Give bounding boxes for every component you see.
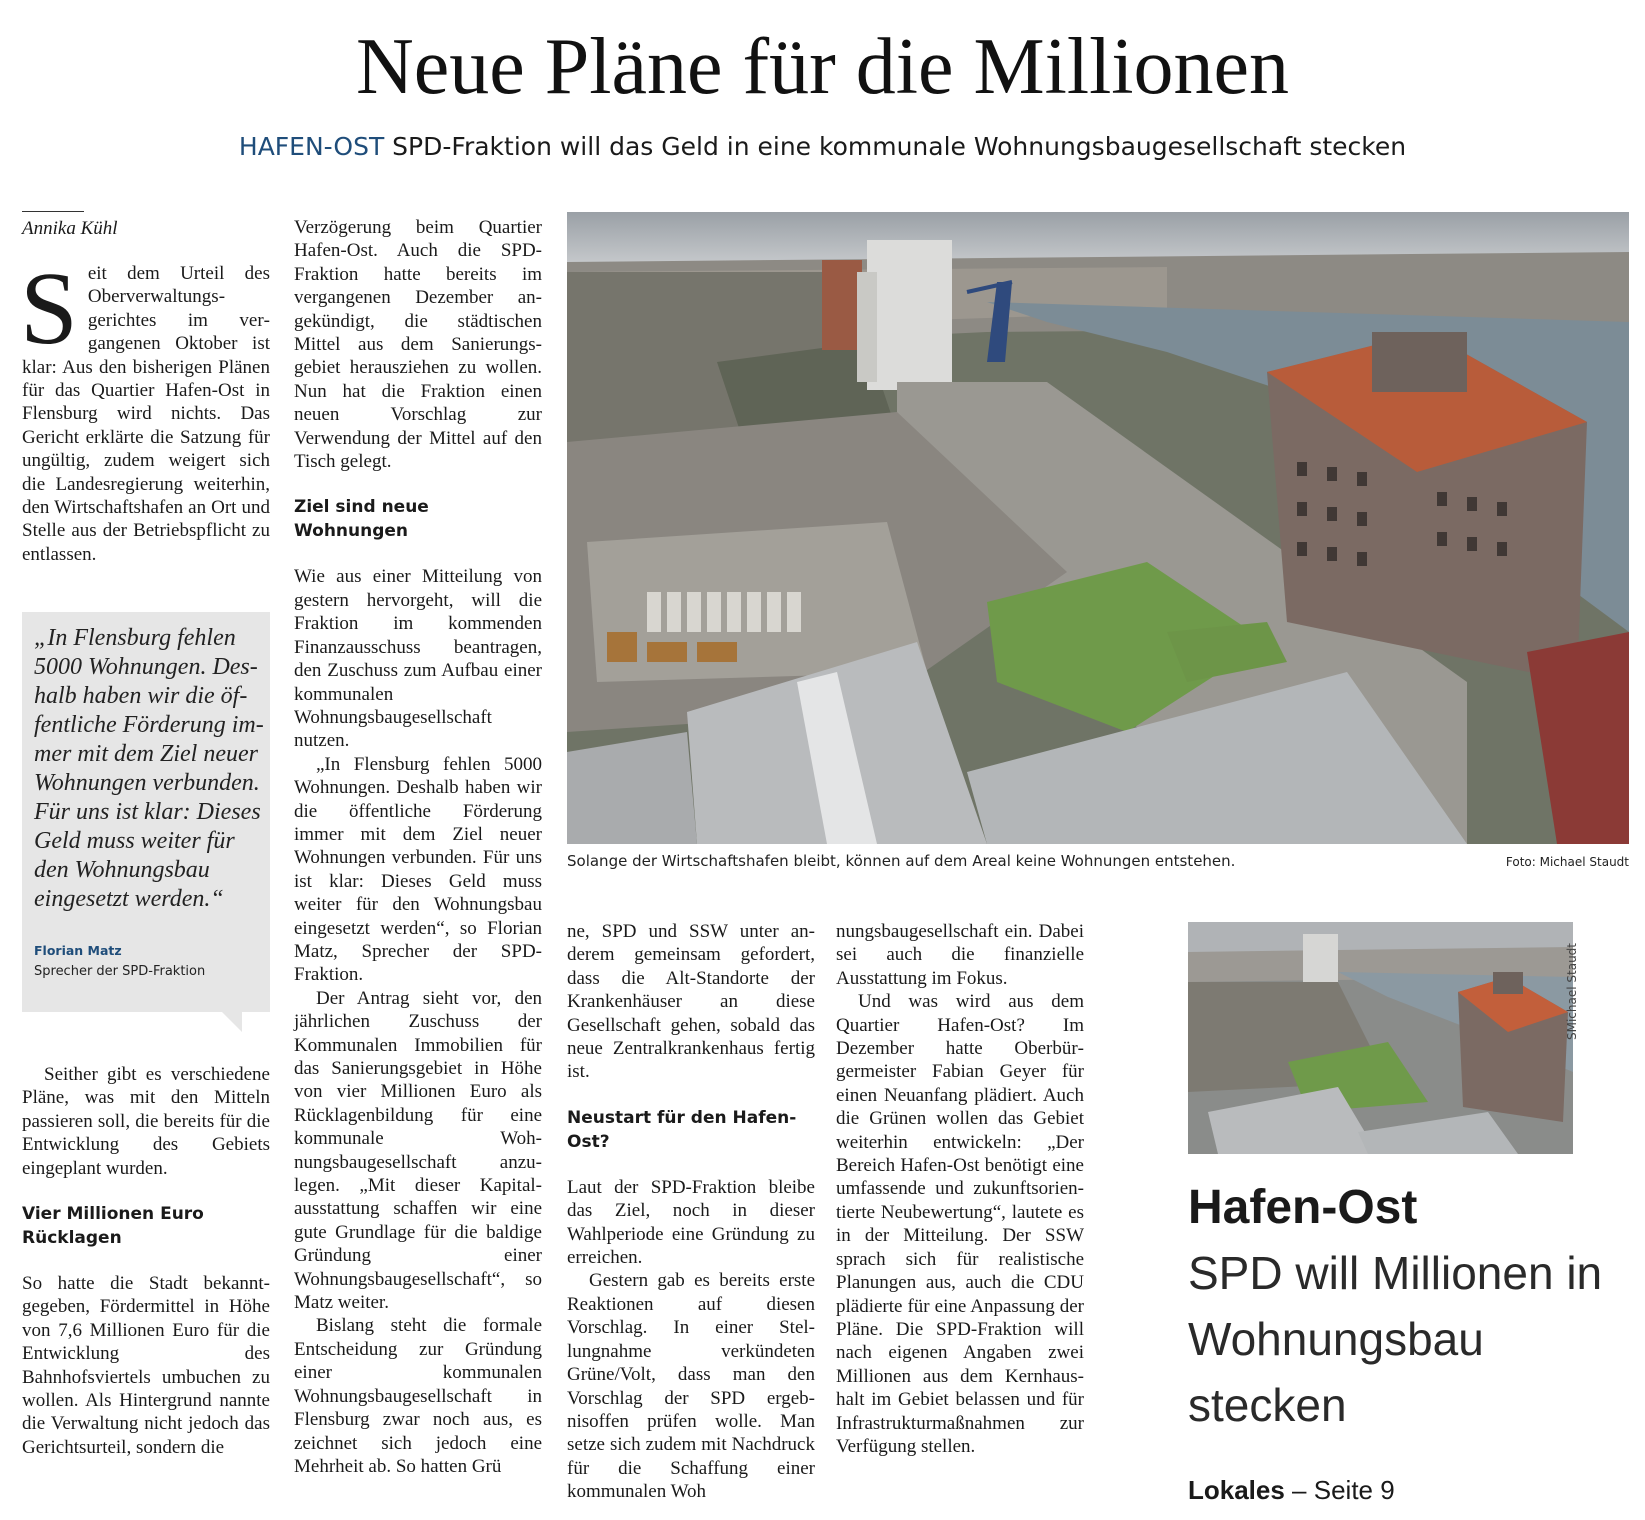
author-rule: [22, 211, 84, 212]
subline-kicker: HAFEN-OST: [238, 132, 385, 161]
col4-paragraph-1: nungsbaugesellschaft ein. Dabei sei auch die finanzielle Ausstattung im Fokus.: [836, 921, 1084, 989]
quote-tail: [222, 1012, 242, 1032]
col1-paragraph-2: Seither gibt es verschiedene Pläne, was mit den Mitteln passieren soll, die bereits für die Entwicklung des Gebiets eingeplant wurden.: [22, 1064, 270, 1179]
col3-paragraph-3: Gestern gab es bereits erste Reaktionen auf diesen Vorschlag. In einer Stellungnahme verkündeten Grüne/Volt, dass man den Vorschlag der SPD ergebnisoffen prüfen wolle. Man setze sich zudem mit Nachdruck für die Schaffung einer kommunalen Woh: [567, 1270, 815, 1503]
photo-caption: Solange der Wirtschaftshafen bleibt, können auf dem Areal keine Wohnungen entstehen.: [567, 852, 1236, 870]
teaser-title[interactable]: Hafen-Ost: [1188, 1181, 1418, 1234]
column-3: [567, 920, 815, 1504]
col2-paragraph-2: Wie aus einer Mitteilung von gestern hervorgeht, will die Fraktion im kommenden Finanzausschuss beantragen, den Zuschuss zum Aufbau einer kommunalen Wohnungsbaugesellschaft nutzen.: [294, 566, 542, 752]
column-1-bottom: [22, 1063, 270, 1459]
quote-role: Sprecher der SPD-Fraktion: [34, 964, 206, 979]
col1-subheading: Vier Millionen Euro Rücklagen: [22, 1204, 204, 1249]
teaser-photo: [1188, 922, 1573, 1154]
col2-paragraph-1: Verzögerung beim Quartier Hafen-Ost. Auch die SPD-Fraktion hatte bereits im vergangenen Dezember angekündigt, die städtischen Mittel aus dem Sanierungsgebiet herausziehen zu wollen. Nun hat die Fraktion einen neuen Vorschlag zur Verwendung der Mittel auf den Tisch gelegt.: [294, 217, 542, 473]
column-4: [836, 920, 1084, 1458]
col2-paragraph-3: „In Flensburg fehlen 5000 Wohnungen. Deshalb haben wir die öffentliche Förderung immer mit dem Ziel neuer Wohnungen verbunden. Für uns ist klar: Dieses Geld muss weiter für den Wohnungsbau eingesetzt werden“, so Florian Matz, Sprecher der SPD-Fraktion.: [294, 753, 542, 986]
teaser-page: – Seite 9: [1284, 1475, 1395, 1505]
col3-paragraph-1: ne, SPD und SSW unter anderem gemeinsam gefordert, dass die Alt-Standorte der Krankenhäuser an diese Gesellschaft gehen, sobald das neue Zentralkrankenhaus fertig ist.: [567, 921, 815, 1083]
col2-paragraph-5: Bislang steht die formale Entscheidung zur Gründung einer kommunalen Wohnungsbaugesellschaft in Flensburg zwar noch aus, es zeichnet sich jedoch eine Mehrheit ab. So hatten Grü: [294, 1315, 542, 1477]
dropcap: S: [20, 251, 78, 366]
subline: [0, 132, 1645, 161]
teaser-text[interactable]: SPD will Millionen in Wohnungsbau stecken: [1188, 1247, 1603, 1431]
headline: Neue Pläne für die Millionen: [355, 23, 1290, 111]
col3-subheading: Neustart für den Hafen-Ost?: [567, 1107, 797, 1152]
col4-paragraph-2: Und was wird aus dem Quartier Hafen-Ost? Im Dezember hatte Oberbürgermeister Fabian Geyer für einen Neuanfang plädiert. Auch die Grünen wollen das Gebiet weiterhin entwickeln: „Der Bereich Hafen-Ost benötigt eine umfassende und zukunftsorientierte Neubewertung“, lautete es in der Mitteilung. Der SSW sprach sich für realistische Planungen aus, auch die CDU plädierte für eine Anpassung der Pläne. Die SPD-Fraktion will nach eigenen Angaben zwei Millionen aus dem Kernhaushalt im Gebiet belassen und für Infrastrukturmaßnahmen zur Verfügung stellen.: [836, 991, 1084, 1457]
author: Annika Kühl: [22, 218, 118, 239]
teaser-photo-credit: SMichael Staudt: [1565, 943, 1579, 1040]
col1-paragraph-1: eit dem Urteil des Oberverwaltungsgerichtes im vergangenen Oktober ist klar: Aus den bisherigen Plänen für das Quartier Hafen-Ost in Flensburg wird nichts. Das Gericht erklärte die Satzung für ungültig, zudem weigert sich die Landesregierung weiterhin, den Wirtschaftshafen an Ort und Stelle aus der Betriebspflicht zu entlassen.: [22, 263, 270, 565]
quote-name: Florian Matz: [34, 943, 122, 958]
column-1-top: [20, 251, 270, 566]
photo-credit: Foto: Michael Staudt: [1505, 855, 1629, 869]
main-photo: [567, 212, 1629, 844]
teaser-section: Lokales: [1188, 1475, 1285, 1505]
quote-text: „In Flensburg fehlen 5000 Wohnungen. Deshalb haben wir die öffentliche Förderung immer mit dem Ziel neuer Wohnungen verbunden. Für uns ist klar: Dieses Geld muss weiter für den Wohnungsbau eingesetzt werden.“: [34, 625, 264, 912]
harbour-aerial-photo: [567, 212, 1629, 844]
column-2: [294, 216, 542, 1478]
subline-text: SPD-Fraktion will das Geld in eine kommunale Wohnungsbaugesellschaft stecken: [392, 132, 1407, 161]
col3-paragraph-2: Laut der SPD-Fraktion bleibe das Ziel, noch in dieser Wahlperiode eine Gründung zu erreichen.: [567, 1176, 815, 1269]
col2-paragraph-4: Der Antrag sieht vor, den jährlichen Zuschuss der Kommunalen Immobilien für das Sanierungsgebiet in Höhe von vier Millionen Euro als Rücklagenbildung für eine kommunale Wohnungsbaugesellschaft anzulegen. „Mit dieser Kapitalausstattung schaffen wir eine gute Grundlage für die baldige Gründung einer Wohnungsbaugesellschaft“, so Matz weiter.: [294, 987, 542, 1314]
col2-subheading: Ziel sind neue Wohnungen: [294, 497, 429, 542]
teaser-thumbnail: [1188, 922, 1573, 1154]
col1-paragraph-3: So hatte die Stadt bekanntgegeben, Fördermittel in Höhe von 7,6 Millionen Euro für die Entwicklung des Bahnhofsviertels umbuchen zu wollen. Als Hintergrund nannte die Verwaltung nicht jedoch das Gerichtsurteil, sondern die: [22, 1273, 270, 1458]
quote-box: [22, 612, 270, 1012]
teaser-page-reference[interactable]: [1188, 1475, 1395, 1506]
